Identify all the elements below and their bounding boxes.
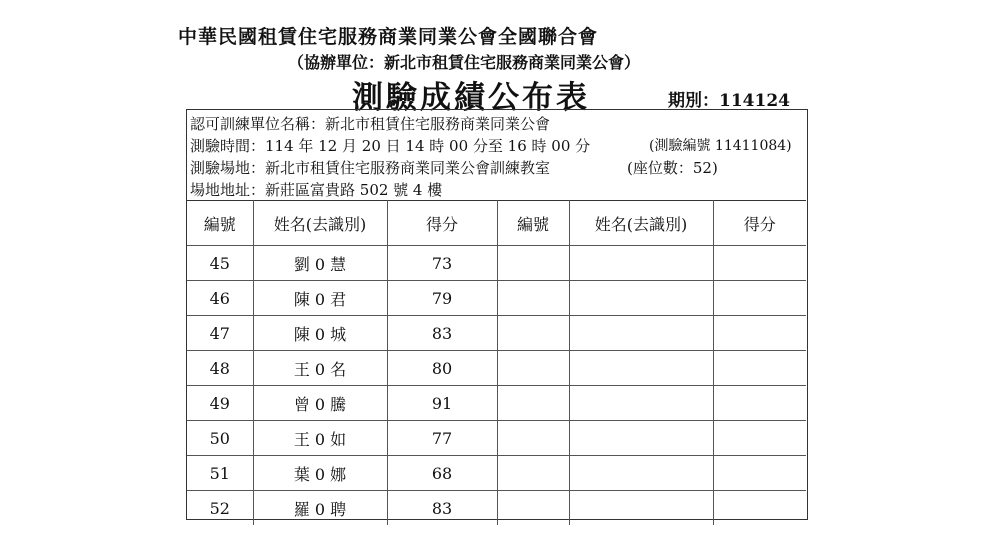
score-sheet [186, 109, 808, 520]
row-number-right [497, 351, 569, 386]
row-score: 83 [387, 316, 497, 351]
table-row [187, 386, 806, 421]
row-number-right [497, 421, 569, 456]
row-name-right [569, 421, 713, 456]
row-score: 77 [387, 421, 497, 456]
row-score-right [713, 386, 806, 421]
seat-count: (座位數：52) [627, 159, 718, 177]
row-score-right [713, 456, 806, 491]
score-table [187, 200, 806, 525]
row-name-right [569, 281, 713, 316]
row-name-right [569, 316, 713, 351]
table-header-row [187, 201, 806, 246]
row-score: 83 [387, 491, 497, 526]
document-title: 測驗成績公布表 [352, 80, 590, 116]
row-name-right [569, 246, 713, 281]
table-row [187, 316, 806, 351]
exam-venue: 測驗場地：新北市租賃住宅服務商業同業公會訓練教室 [190, 159, 551, 177]
row-number: 49 [187, 386, 253, 421]
row-name: 王 0 名 [253, 351, 387, 386]
header-number-right: 編號 [497, 201, 569, 246]
row-score: 80 [387, 351, 497, 386]
header-name-right: 姓名(去識別) [569, 201, 713, 246]
row-score: 79 [387, 281, 497, 316]
row-name: 羅 0 聘 [253, 491, 387, 526]
row-score: 73 [387, 246, 497, 281]
row-number: 51 [187, 456, 253, 491]
header-number: 編號 [187, 201, 253, 246]
row-number-right [497, 316, 569, 351]
row-score: 91 [387, 386, 497, 421]
row-score-right [713, 491, 806, 526]
row-number: 52 [187, 491, 253, 526]
row-name: 葉 0 娜 [253, 456, 387, 491]
row-number-right [497, 246, 569, 281]
row-number: 50 [187, 421, 253, 456]
table-row [187, 351, 806, 386]
row-number-right [497, 456, 569, 491]
row-name-right [569, 386, 713, 421]
row-name-right [569, 456, 713, 491]
row-number: 48 [187, 351, 253, 386]
organization-name: 中華民國租賃住宅服務商業同業公會全國聯合會 [178, 26, 599, 48]
row-name: 陳 0 君 [253, 281, 387, 316]
row-name: 王 0 如 [253, 421, 387, 456]
row-score: 68 [387, 456, 497, 491]
venue-address: 場地地址：新莊區富貴路 502 號 4 樓 [190, 181, 443, 199]
exam-time: 測驗時間：114 年 12 月 20 日 14 時 00 分至 16 時 00 分 [190, 137, 591, 155]
table-row [187, 246, 806, 281]
row-name: 曾 0 騰 [253, 386, 387, 421]
row-number-right [497, 491, 569, 526]
row-score-right [713, 351, 806, 386]
header-score: 得分 [387, 201, 497, 246]
table-row [187, 456, 806, 491]
row-number: 46 [187, 281, 253, 316]
row-score-right [713, 281, 806, 316]
row-score-right [713, 316, 806, 351]
period-label: 期別：114124 [668, 91, 790, 111]
row-number: 45 [187, 246, 253, 281]
exam-number: (測驗編號 11411084) [649, 138, 792, 154]
training-unit: 認可訓練單位名稱：新北市租賃住宅服務商業同業公會 [190, 115, 551, 133]
header-score-right: 得分 [713, 201, 806, 246]
table-row [187, 491, 806, 526]
row-score-right [713, 246, 806, 281]
row-name-right [569, 491, 713, 526]
row-number-right [497, 281, 569, 316]
table-row [187, 281, 806, 316]
row-number: 47 [187, 316, 253, 351]
row-name: 陳 0 城 [253, 316, 387, 351]
row-name: 劉 0 慧 [253, 246, 387, 281]
row-score-right [713, 421, 806, 456]
header-name: 姓名(去識別) [253, 201, 387, 246]
table-row [187, 421, 806, 456]
co-organizer: （協辦單位：新北市租賃住宅服務商業同業公會） [288, 53, 641, 72]
row-name-right [569, 351, 713, 386]
row-number-right [497, 386, 569, 421]
